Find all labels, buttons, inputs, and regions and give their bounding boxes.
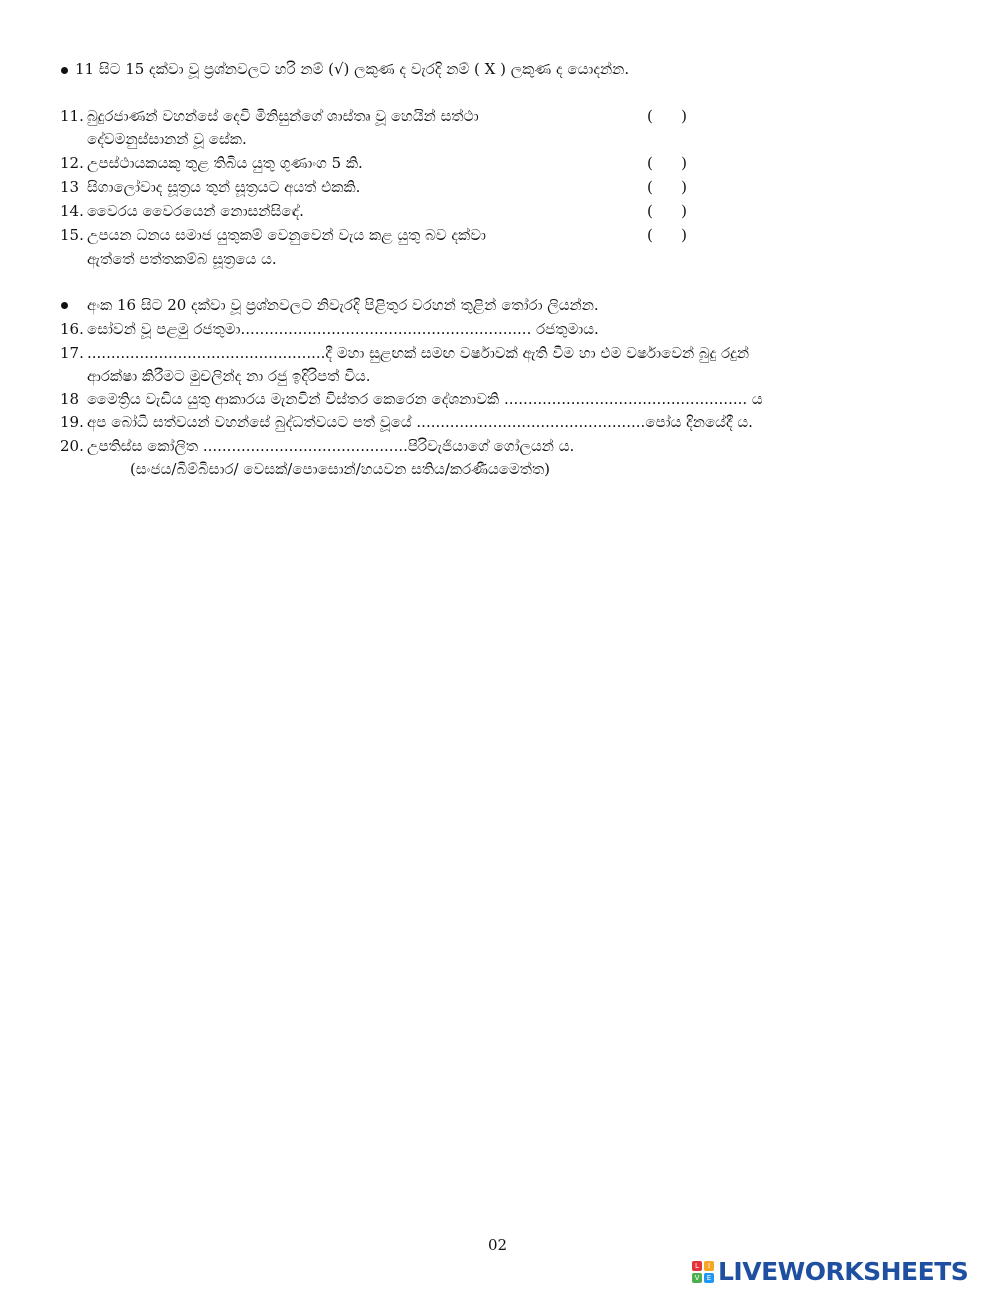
page-number: 02 <box>488 1236 508 1254</box>
bullet-section2 <box>61 302 68 309</box>
question-text: උපයන ධනය සමාජ යුතුකම් වෙනුවෙන් වැය කළ යුතු බව දක්වා <box>87 226 486 244</box>
question-number: 18 <box>60 390 80 408</box>
section2-instruction: අංක 16 සිට 20 දක්වා වූ ප්‍රශ්නවලට නිවැරදි පිළිතුර වරහන් තුළින් තෝරා ලියන්න. <box>87 296 599 314</box>
question-number: 16. <box>60 320 84 338</box>
fill-blank-17[interactable]: ..................................................දී මහා සුළඟක් සමඟ වර්ෂාවක් ඇති වීම හා එම වර්ෂාවෙන් බුදු රදුන් <box>87 344 749 362</box>
question-text-cont: දේවමනුස්සානන් වූ සේක. <box>87 130 247 148</box>
question-text: බුදුරජාණන් වහන්සේ දෙවි මිනිසුන්ගේ ශාස්තෘ වූ හෙයින් සත්ථා <box>87 107 479 125</box>
answer-box-12[interactable]: ( ) <box>647 154 687 172</box>
question-number: 14. <box>60 202 84 220</box>
question-number: 17. <box>60 344 84 362</box>
bullet-section1 <box>61 67 68 74</box>
question-text: සිගාලෝවාද සූත්‍රය තුන් සූත්‍රයට අයත් එකකි. <box>87 178 361 196</box>
liveworksheets-logo <box>692 1257 968 1286</box>
question-number: 15. <box>60 226 84 244</box>
answer-box-11[interactable]: ( ) <box>647 107 687 125</box>
answer-box-15[interactable]: ( ) <box>647 226 687 244</box>
answer-box-13[interactable]: ( ) <box>647 178 687 196</box>
question-text: උපස්ථායකයකු තුළ තිබිය යුතු ගුණාංග 5 කි. <box>87 154 363 172</box>
fill-blank-18[interactable]: මෛත්‍රිය වැඩිය යුතු ආකාරය මැනවින් විස්තර කෙරෙන දේශනාවකි ................................................... ය <box>87 390 763 408</box>
answer-options: (සංජය/බිම්බිසාර/ වෙසක්/පොසොන්/හයවන සතිය/කරණීයමෙත්ත) <box>130 460 550 478</box>
fill-blank-16[interactable]: සෝවන් වූ පළමු රජතුමා............................................................. රජතුමාය. <box>87 320 599 338</box>
question-text-cont: ආරක්ෂා කිරීමට මුචලින්ද නා රජු ඉදිරිපත් විය. <box>87 367 371 385</box>
logo-text: LIVEWORKSHEETS <box>718 1257 969 1286</box>
question-number: 19. <box>60 413 84 431</box>
question-number: 20. <box>60 437 84 455</box>
question-text: වෛරය වෛරයෙන් නොසන්සිඳේ. <box>87 202 304 220</box>
question-text-cont: ඇත්තේ පත්තකම්බ සූත්‍රයෙ ය. <box>87 250 277 268</box>
question-number: 12. <box>60 154 84 172</box>
question-number: 11. <box>60 107 84 125</box>
fill-blank-20[interactable]: උපතිස්ස කෝලිත ...........................................පිරිවැජියාගේ ගෝලයන් ය. <box>87 437 575 455</box>
fill-blank-19[interactable]: අප බෝධි සත්වයන් වහන්සේ බුද්ධත්වයට පත් වූයේ ................................................පෝය දිනයේදී ය. <box>87 413 753 431</box>
section1-instruction: 11 සිට 15 දක්වා වූ ප්‍රශ්නවලට හරි නම් (√) ලකුණ ද වැරදි නම් ( X ) ලකුණ ද යොදන්න. <box>75 60 630 78</box>
liveworksheets-logo-icon: L I V E <box>692 1261 714 1283</box>
question-number: 13 <box>60 178 80 196</box>
answer-box-14[interactable]: ( ) <box>647 202 687 220</box>
